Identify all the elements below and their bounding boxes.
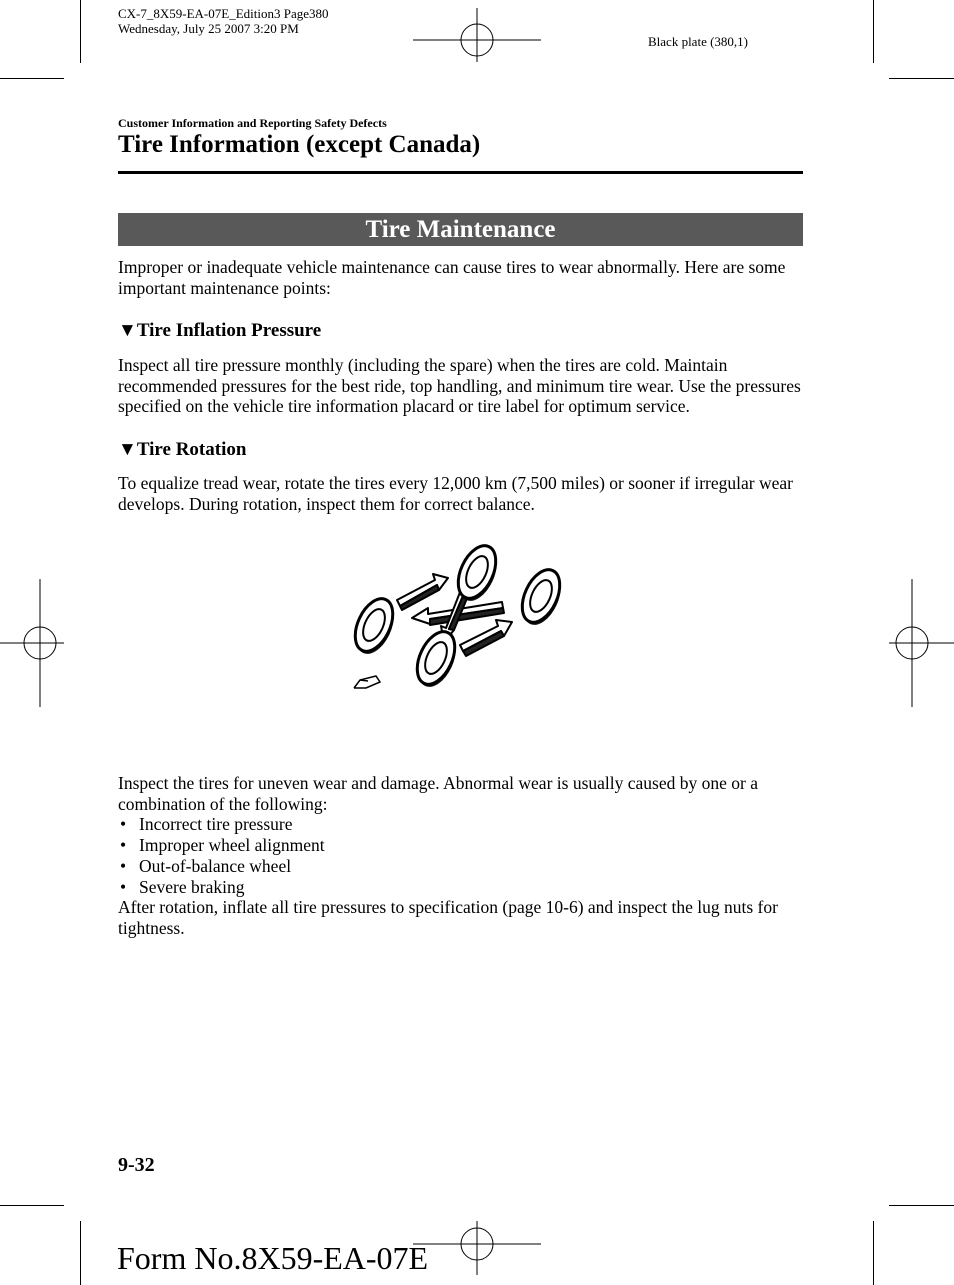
after-rotation-paragraph: After rotation, inflate all tire pressures to specification (page 10-6) and inspect the lug nuts for tightness. bbox=[118, 897, 778, 938]
list-item: • Out-of-balance wheel bbox=[120, 855, 292, 876]
page-title: Tire Information (except Canada) bbox=[118, 131, 481, 158]
inflation-paragraph: Inspect all tire pressure monthly (including the spare) when the tires are cold. Maintain recommended pressures for the best ride, top handling, and minimum tire wear. Use the pressures specified on the vehicle tire information placard or tire label for optimum service. bbox=[118, 355, 801, 417]
inflation-heading-text: Tire Inflation Pressure bbox=[136, 320, 322, 341]
rotation-paragraph: To equalize tread wear, rotate the tires every 12,000 km (7,500 miles) or sooner if irregular wear develops. During rotation, inspect them for correct balance. bbox=[118, 473, 793, 514]
page-number: 9-32 bbox=[118, 1154, 155, 1176]
inspect-section bbox=[118, 773, 808, 939]
form-number: Form No.8X59-EA-07E bbox=[117, 1240, 429, 1276]
print-file-line: CX-7_8X59-EA-07E_Edition3 Page380 bbox=[118, 6, 329, 21]
list-item: • Incorrect tire pressure bbox=[120, 814, 293, 835]
tire-rear-left bbox=[347, 593, 402, 660]
bullet-icon: • bbox=[120, 814, 127, 835]
triangle-marker-icon: ▼ bbox=[118, 320, 137, 341]
list-item: • Improper wheel alignment bbox=[120, 835, 325, 856]
bullet-icon: • bbox=[120, 835, 127, 856]
inspect-paragraph: Inspect the tires for uneven wear and damage. Abnormal wear is usually caused by one or a combination of the following: bbox=[118, 773, 758, 814]
triangle-marker-icon: ▼ bbox=[118, 439, 137, 460]
bullet-icon: • bbox=[120, 876, 127, 897]
arrow-rear-to-front-left bbox=[397, 574, 448, 610]
front-direction-pointer-icon bbox=[354, 676, 380, 688]
print-plate-label: Black plate (380,1) bbox=[648, 34, 748, 49]
section-banner: Tire Maintenance bbox=[118, 213, 803, 246]
list-item: • Severe braking bbox=[120, 876, 245, 897]
rotation-heading bbox=[118, 439, 246, 461]
title-rule bbox=[118, 171, 803, 174]
bullet-icon: • bbox=[120, 855, 127, 876]
intro-paragraph: Improper or inadequate vehicle maintenance can cause tires to wear abnormally. Here are some important maintenance points: bbox=[118, 257, 786, 298]
cause-list bbox=[118, 814, 808, 897]
arrow-rear-right bbox=[460, 620, 512, 656]
section-label: Customer Information and Reporting Safety Defects bbox=[118, 116, 387, 130]
inflation-heading bbox=[118, 320, 321, 342]
print-date-line: Wednesday, July 25 2007 3:20 PM bbox=[118, 21, 299, 36]
tire-front-right bbox=[514, 564, 569, 631]
tire-rear-right bbox=[409, 626, 464, 693]
rotation-heading-text: Tire Rotation bbox=[136, 439, 247, 460]
tire-rotation-diagram bbox=[340, 530, 580, 700]
